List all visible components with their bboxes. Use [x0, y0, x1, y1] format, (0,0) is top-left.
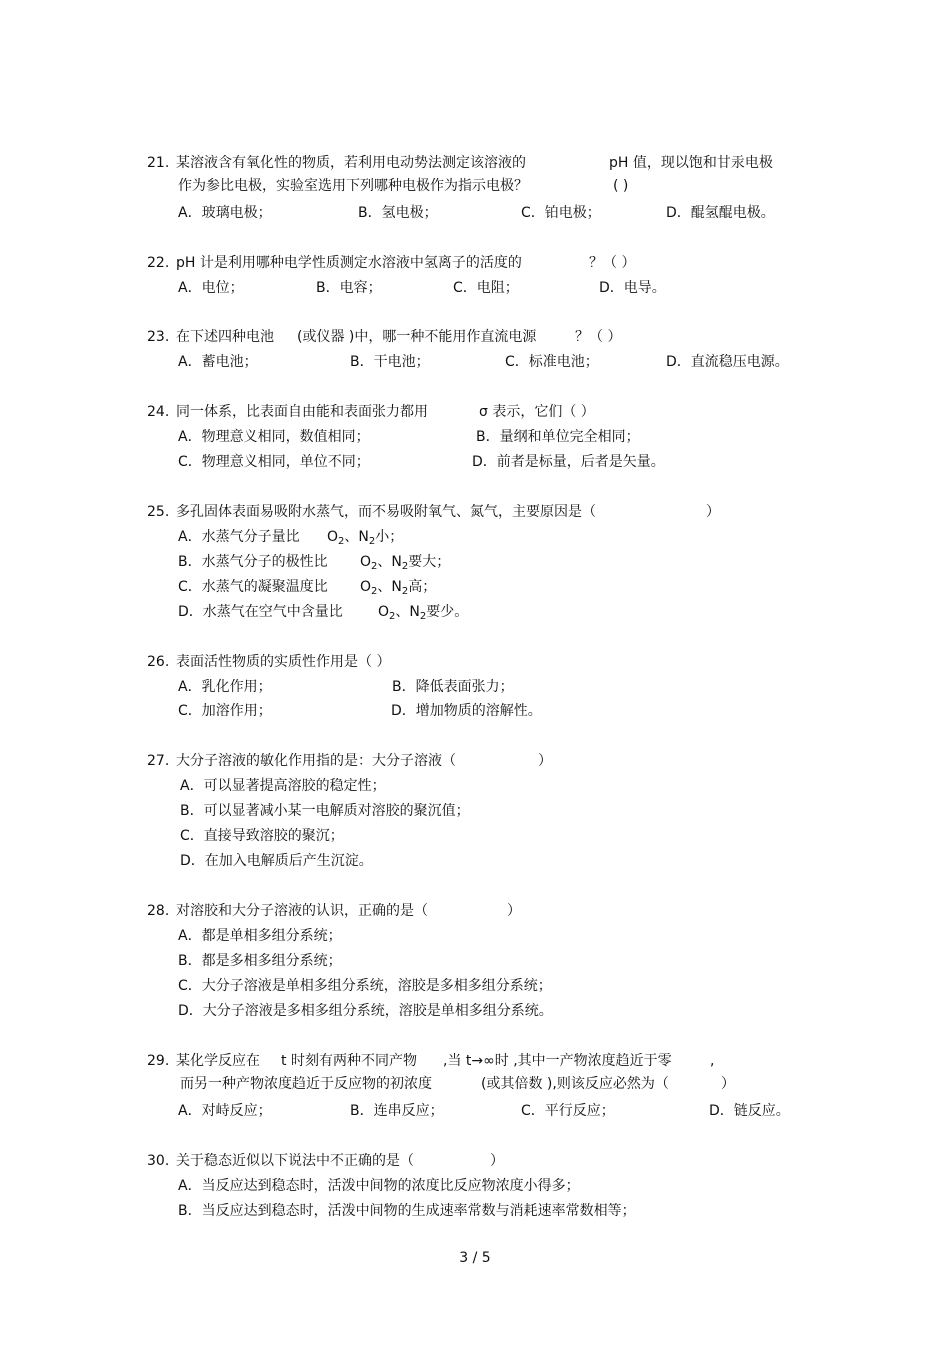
- option-c: C．水蒸气的凝聚温度比: [178, 579, 328, 595]
- option-c: C．电阻；: [453, 280, 519, 296]
- option-d: D．水蒸气在空气中含量比: [178, 604, 343, 620]
- answer-blank: ）: [538, 753, 552, 769]
- question-stem: 而另一种产物浓度趋近于反应物的初浓度: [180, 1076, 432, 1092]
- question-stem: 在下述四种电池: [176, 329, 274, 345]
- option-c: C．平行反应；: [521, 1103, 615, 1119]
- option-b: B．可以显著减小某一电解质对溶胶的聚沉值；: [180, 803, 470, 819]
- question-stem: t 时刻有两种不同产物: [281, 1053, 417, 1069]
- answer-blank: ？（ ）: [575, 329, 622, 345]
- option-b: B．电容；: [316, 280, 382, 296]
- option-d: D．大分子溶液是多相多组分系统，溶胶是单相多组分系统。: [178, 1003, 553, 1019]
- option-a: A．都是单相多组分系统；: [178, 928, 342, 944]
- question-number: 21.: [147, 155, 170, 171]
- option-a: A．物理意义相同，数值相同；: [178, 429, 370, 445]
- answer-blank: ）: [507, 903, 521, 919]
- option-d: D．电导。: [599, 280, 666, 296]
- option-b: B．当反应达到稳态时，活泼中间物的生成速率常数与消耗速率常数相等；: [178, 1203, 636, 1219]
- question-number: 26.: [147, 654, 170, 670]
- question-stem: ,: [710, 1053, 715, 1069]
- question-stem: (或仪器 )中，哪一种不能用作直流电源: [297, 329, 537, 345]
- option-c: C．大分子溶液是单相多组分系统，溶胶是多相多组分系统；: [178, 978, 552, 994]
- question-stem: ,当 t→∞时 ,其中一产物浓度趋近于零: [443, 1053, 672, 1069]
- option-b: B．降低表面张力；: [392, 679, 514, 695]
- option-c: C．物理意义相同，单位不同；: [178, 454, 370, 470]
- option-c: C．铂电极；: [521, 205, 601, 221]
- question-number: 29.: [147, 1053, 170, 1069]
- question-stem: σ 表示，它们（ ）: [479, 404, 595, 420]
- option-a: A．水蒸气分子量比: [178, 529, 300, 545]
- question-number: 23.: [147, 329, 170, 345]
- option-d: D．前者是标量，后者是矢量。: [472, 454, 665, 470]
- option-a: A．玻璃电极；: [178, 205, 272, 221]
- option-d: D．在加入电解质后产生沉淀。: [180, 853, 373, 869]
- question-number: 24.: [147, 404, 170, 420]
- option-c: C．标准电池；: [505, 354, 599, 370]
- question-number: 28.: [147, 903, 170, 919]
- question-stem: 大分子溶液的敏化作用指的是：大分子溶液（: [176, 753, 456, 769]
- formula-o2: $O_2$、$N_2$要大；: [360, 554, 451, 572]
- question-stem: 对溶胶和大分子溶液的认识，正确的是（: [176, 903, 428, 919]
- option-c: C．直接导致溶胶的聚沉；: [180, 828, 344, 844]
- option-b: B．水蒸气分子的极性比: [178, 554, 328, 570]
- question-number: 30.: [147, 1153, 170, 1169]
- option-d: D．直流稳压电源。: [666, 354, 789, 370]
- option-a: A．电位；: [178, 280, 244, 296]
- question-stem: pH 计是利用哪种电学性质测定水溶液中氢离子的活度的: [176, 255, 522, 271]
- option-a: A．可以显著提高溶胶的稳定性；: [180, 778, 386, 794]
- question-stem: 某溶液含有氧化性的物质，若利用电动势法测定该溶液的: [176, 155, 526, 171]
- option-b: B．连串反应；: [350, 1103, 444, 1119]
- answer-blank: ）: [490, 1153, 504, 1169]
- option-d: D．醌氢醌电极。: [666, 205, 775, 221]
- question-number: 27.: [147, 753, 170, 769]
- question-stem: 关于稳态近似以下说法中不正确的是（: [176, 1153, 414, 1169]
- question-number: 25.: [147, 504, 170, 520]
- option-a: A．当反应达到稳态时，活泼中间物的浓度比反应物浓度小得多；: [178, 1178, 580, 1194]
- question-number: 22.: [147, 255, 170, 271]
- question-stem: 表面活性物质的实质性作用是（ ）: [176, 654, 391, 670]
- option-a: A．蓄电池；: [178, 354, 258, 370]
- option-a: A．乳化作用；: [178, 679, 272, 695]
- formula-o2: $O_2$、$N_2$小；: [327, 529, 404, 547]
- option-b: B．量纲和单位完全相同；: [476, 429, 640, 445]
- option-a: A．对峙反应；: [178, 1103, 272, 1119]
- answer-blank: ？（ ）: [589, 255, 636, 271]
- answer-blank: ( ): [613, 178, 629, 194]
- question-stem: 同一体系，比表面自由能和表面张力都用: [176, 404, 428, 420]
- answer-blank: ）: [721, 1076, 735, 1092]
- option-b: B．氢电极；: [358, 205, 438, 221]
- question-stem: 作为参比电极，实验室选用下列哪种电极作为指示电极？: [178, 178, 528, 194]
- option-c: C．加溶作用；: [178, 703, 272, 719]
- question-stem: (或其倍数 ),则该反应必然为（: [481, 1076, 669, 1092]
- option-d: D．增加物质的溶解性。: [391, 703, 542, 719]
- page-number: 3 / 5: [459, 1250, 491, 1266]
- formula-o2: $O_2$、$N_2$高；: [360, 579, 437, 597]
- answer-blank: ）: [706, 504, 720, 520]
- option-d: D．链反应。: [709, 1103, 790, 1119]
- option-b: B．都是多相多组分系统；: [178, 953, 342, 969]
- option-b: B．干电池；: [350, 354, 430, 370]
- question-stem: 多孔固体表面易吸附水蒸气，而不易吸附氧气、氮气，主要原因是（: [176, 504, 596, 520]
- formula-o2: $O_2$、$N_2$要少。: [378, 604, 469, 622]
- question-stem: 某化学反应在: [176, 1053, 260, 1069]
- question-stem: pH 值，现以饱和甘汞电极: [609, 155, 773, 171]
